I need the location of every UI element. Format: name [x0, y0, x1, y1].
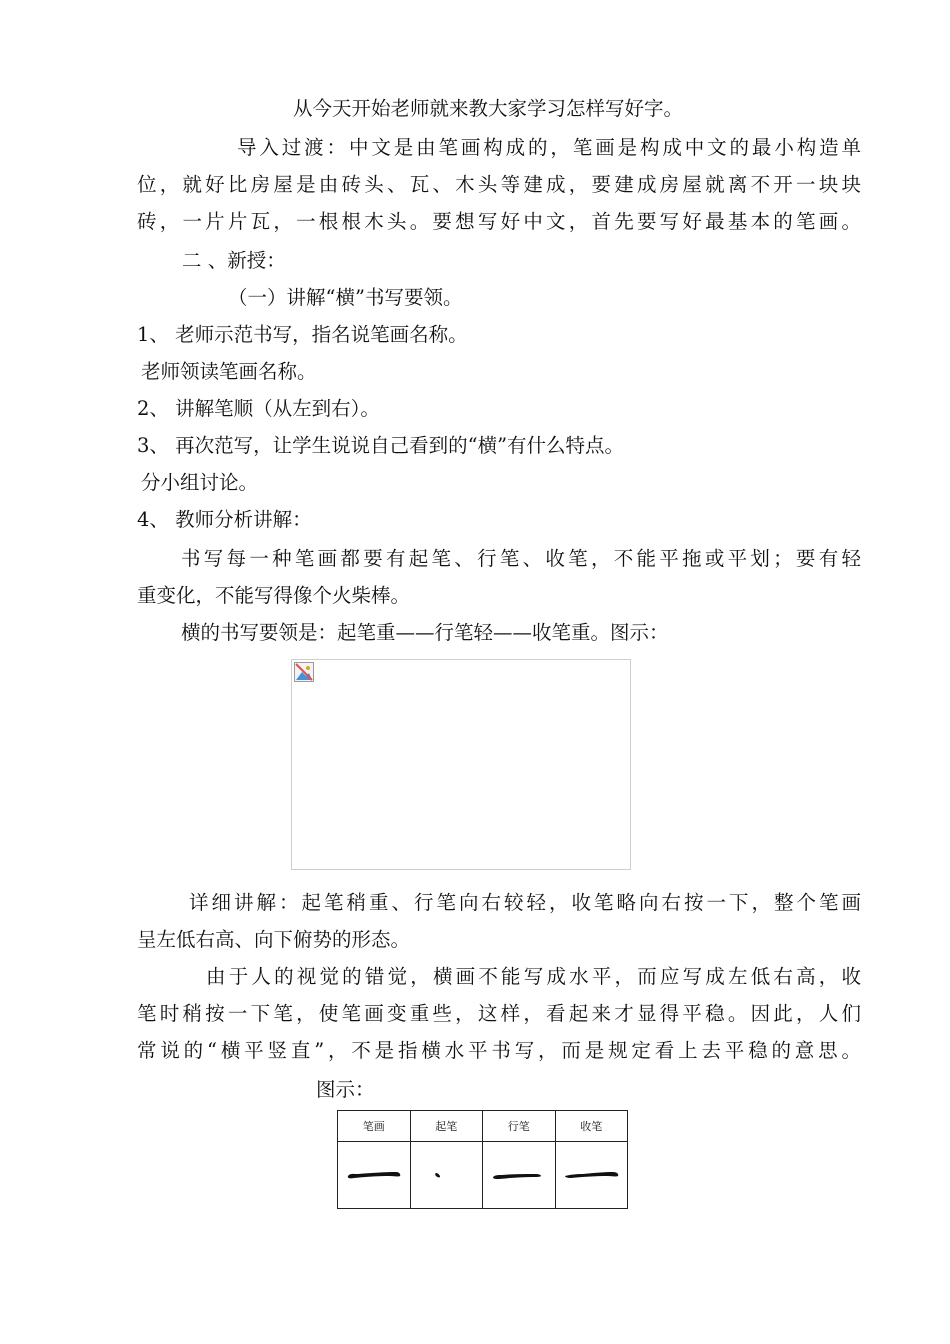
header-end: 收笔	[555, 1111, 628, 1142]
header-move: 行笔	[483, 1111, 556, 1142]
step-3-note: 分小组讨论。	[141, 471, 259, 494]
step-1-note: 老师领读笔画名称。	[141, 360, 317, 383]
header-stroke: 笔画	[338, 1111, 411, 1142]
table-row	[338, 1142, 628, 1209]
heng-key-points: 横的书写要领是：起笔重——行笔轻——收笔重。图示：	[181, 621, 669, 644]
illusion-paragraph-line-3: 常说的“横平竖直”，不是指横水平书写，而是规定看上去平稳的意思。	[137, 1039, 861, 1062]
intro-line: 从今天开始老师就来教大家学习怎样写好字。	[293, 97, 684, 120]
header-start: 起笔	[410, 1111, 483, 1142]
step-2: 2、 讲解笔顺（从左到右）。	[137, 397, 380, 420]
figure-label: 图示：	[316, 1078, 375, 1101]
heng-stroke-drawing	[344, 1164, 404, 1186]
cell-end-stroke	[555, 1142, 628, 1209]
stroke-rule-line-1: 书写每一种笔画都要有起笔、行笔、收笔，不能平拖或平划；要有轻	[181, 547, 861, 570]
start-dot-drawing	[416, 1164, 476, 1186]
cell-move-stroke	[483, 1142, 556, 1209]
table-header-row	[338, 1111, 628, 1142]
section-heading-new-lesson: 二 、新授：	[182, 249, 286, 272]
cell-start-stroke	[410, 1142, 483, 1209]
transition-paragraph-line-1: 导入过渡：中文是由笔画构成的，笔画是构成中文的最小构造单	[237, 136, 861, 159]
step-1: 1、 老师示范书写，指名说笔画名称。	[137, 323, 468, 346]
cell-full-stroke	[338, 1142, 411, 1209]
detail-line-2: 呈左低右高、向下俯势的形态。	[137, 928, 411, 951]
end-stroke-drawing	[561, 1164, 621, 1186]
transition-paragraph-line-2: 位，就好比房屋是由砖头、瓦、木头等建成，要建成房屋就离不开一块块	[137, 173, 861, 196]
stroke-rule-line-2: 重变化，不能写得像个火柴棒。	[137, 584, 411, 607]
move-stroke-drawing	[489, 1164, 549, 1186]
illusion-paragraph-line-1: 由于人的视觉的错觉，横画不能写成水平，而应写成左低右高，收	[206, 965, 861, 988]
illusion-paragraph-line-2: 笔时稍按一下笔，使笔画变重些，这样，看起来才显得平稳。因此，人们	[137, 1002, 861, 1025]
step-3: 3、 再次范写，让学生说说自己看到的“横”有什么特点。	[137, 434, 625, 457]
step-4: 4、 教师分析讲解：	[137, 508, 312, 531]
subsection-heading-heng: （一）讲解“横”书写要领。	[228, 286, 463, 309]
broken-image-icon	[294, 662, 314, 682]
stroke-figure-table	[337, 1110, 628, 1209]
detail-line-1: 详细讲解：起笔稍重、行笔向右较轻，收笔略向右按一下，整个笔画	[189, 891, 861, 914]
missing-image-figure	[291, 659, 631, 870]
transition-paragraph-line-3: 砖，一片片瓦，一根根木头。要想写好中文，首先要写好最基本的笔画。	[137, 210, 861, 233]
